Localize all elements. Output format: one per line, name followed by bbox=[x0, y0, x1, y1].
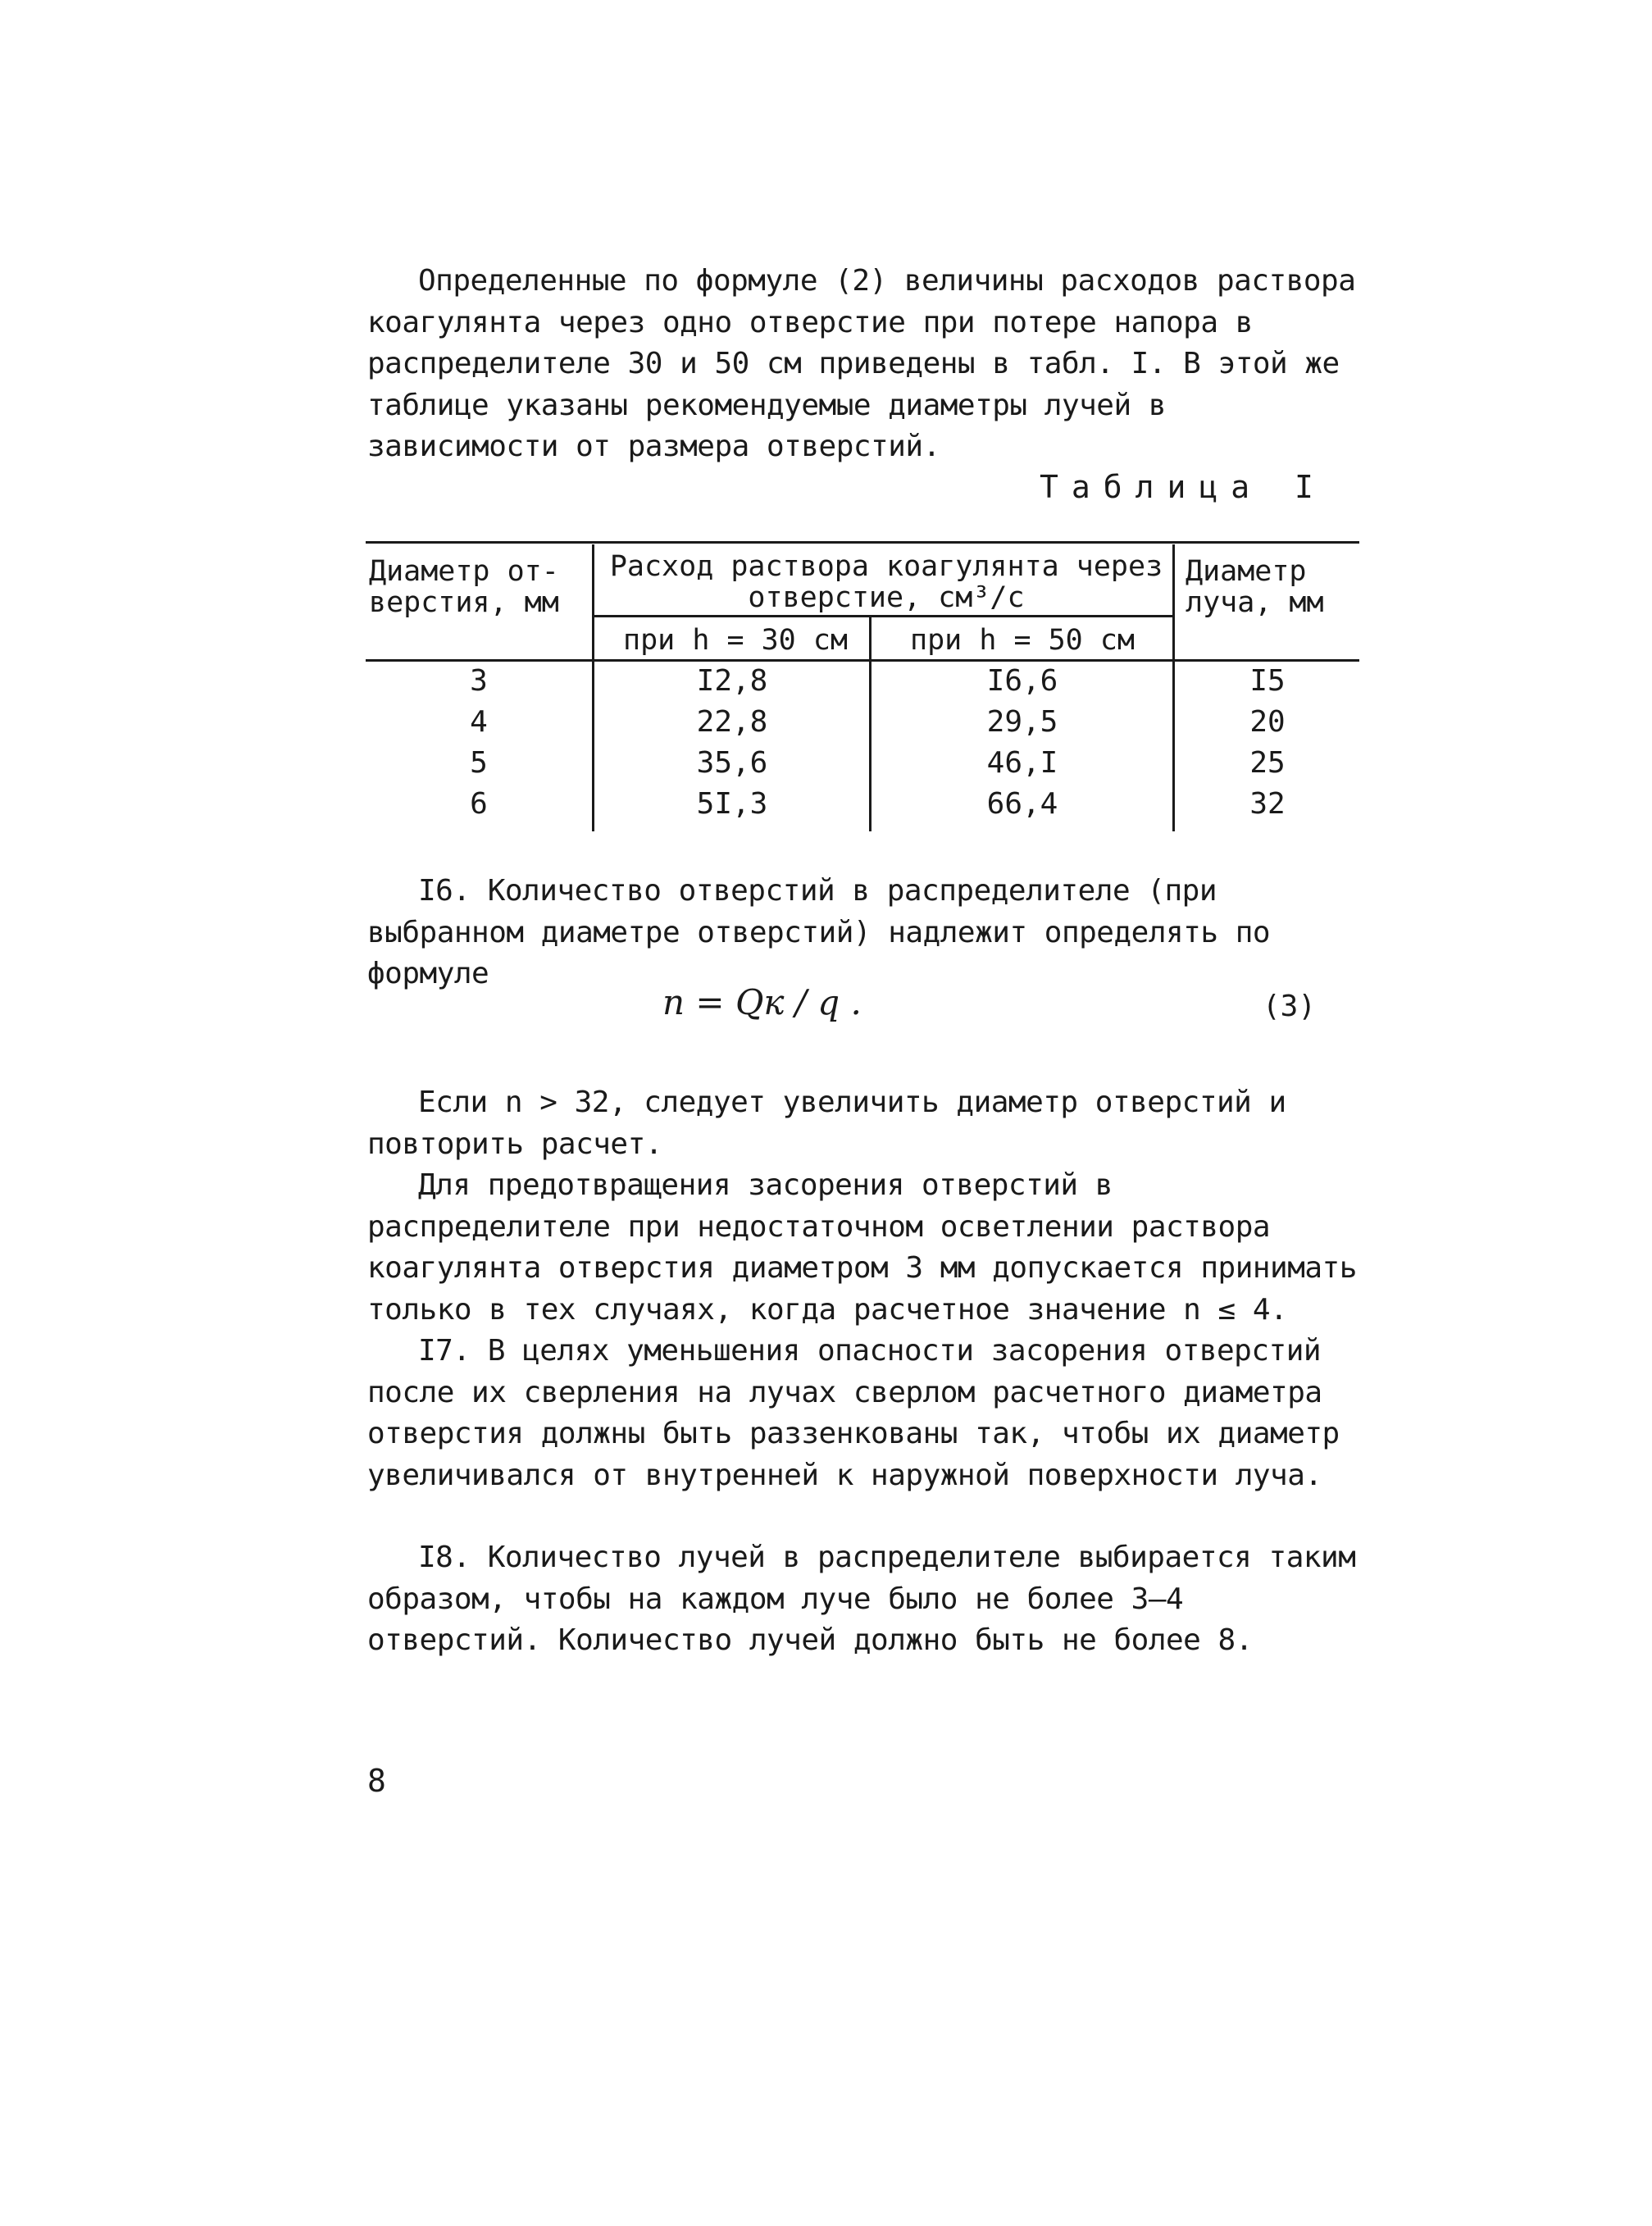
page-number: 8 bbox=[367, 1763, 386, 1799]
paragraph-if-n: Если n > 32, следует увеличить диаметр отверстий и повторить расчет. bbox=[367, 1086, 1286, 1161]
table-cell: 6 bbox=[470, 787, 488, 821]
header-bottom-rule bbox=[366, 659, 1359, 662]
table-top-rule bbox=[366, 541, 1359, 544]
data-table bbox=[366, 541, 1359, 836]
table-cell: 22,8 bbox=[696, 705, 768, 739]
header-hole-diameter: Диаметр от- верстия, мм bbox=[369, 555, 559, 619]
table-cell: 5I,3 bbox=[696, 787, 768, 821]
formula-3: n = Qк / q . bbox=[662, 982, 862, 1022]
table-cell: 32 bbox=[1249, 787, 1286, 821]
table-cell: 20 bbox=[1249, 705, 1286, 739]
table-divider-2 bbox=[869, 617, 872, 831]
table-cell: 46,I bbox=[986, 746, 1058, 780]
table-cell: 3 bbox=[470, 664, 488, 698]
paragraph-17: I7. В целях уменьшения опасности засорения отверстий после их сверления на лучах сверлом расчетного диаметра отверстия должны быть раззенкованы так, чтобы их диаметр увеличивался от внутренней к наружной поверхности луча. bbox=[367, 1334, 1340, 1492]
equation-number: (3) bbox=[1263, 990, 1317, 1023]
header-flow: Расход раствора коагулянта через отверстие, см³/с bbox=[609, 550, 1163, 614]
header-h50: при h = 50 см bbox=[910, 624, 1135, 657]
table-cell: I2,8 bbox=[696, 664, 768, 698]
table-cell: 35,6 bbox=[696, 746, 768, 780]
intro-paragraph: Определенные по формуле (2) величины расходов раствора коагулянта через одно отверстие при потере напора в распределителе 30 и 50 см приведены в табл. I. В этой же таблице указаны рекомендуемые диаметры лучей в зависимости от размера отверстий. bbox=[367, 264, 1356, 463]
header-ray-diameter: Диаметр луча, мм bbox=[1186, 555, 1324, 619]
table-divider-3 bbox=[1172, 544, 1175, 831]
flow-subheader-rule bbox=[594, 615, 1172, 617]
table-cell: 25 bbox=[1249, 746, 1286, 780]
paragraph-16: I6. Количество отверстий в распределителе (при выбранном диаметре отверстий) надлежит определять по формуле bbox=[367, 874, 1271, 990]
paragraph-prevention: Для предотвращения засорения отверстий в распределителе при недостаточном осветлении раствора коагулянта отверстия диаметром 3 мм допускается принимать только в тех случаях, когда расчетное значение n ≤ 4. bbox=[367, 1168, 1357, 1327]
header-h30: при h = 30 см bbox=[623, 624, 848, 657]
table-cell: 5 bbox=[470, 746, 488, 780]
paragraph-18: I8. Количество лучей в распределителе выбирается таким образом, чтобы на каждом луче было не более 3–4 отверстий. Количество лучей должно быть не более 8. bbox=[367, 1541, 1356, 1657]
table-cell: 29,5 bbox=[986, 705, 1058, 739]
table-caption: Таблица I bbox=[1040, 469, 1327, 505]
table-cell: I5 bbox=[1249, 664, 1286, 698]
table-divider-1 bbox=[592, 544, 594, 831]
table-cell: 4 bbox=[470, 705, 488, 739]
table-cell: I6,6 bbox=[986, 664, 1058, 698]
table-cell: 66,4 bbox=[986, 787, 1058, 821]
